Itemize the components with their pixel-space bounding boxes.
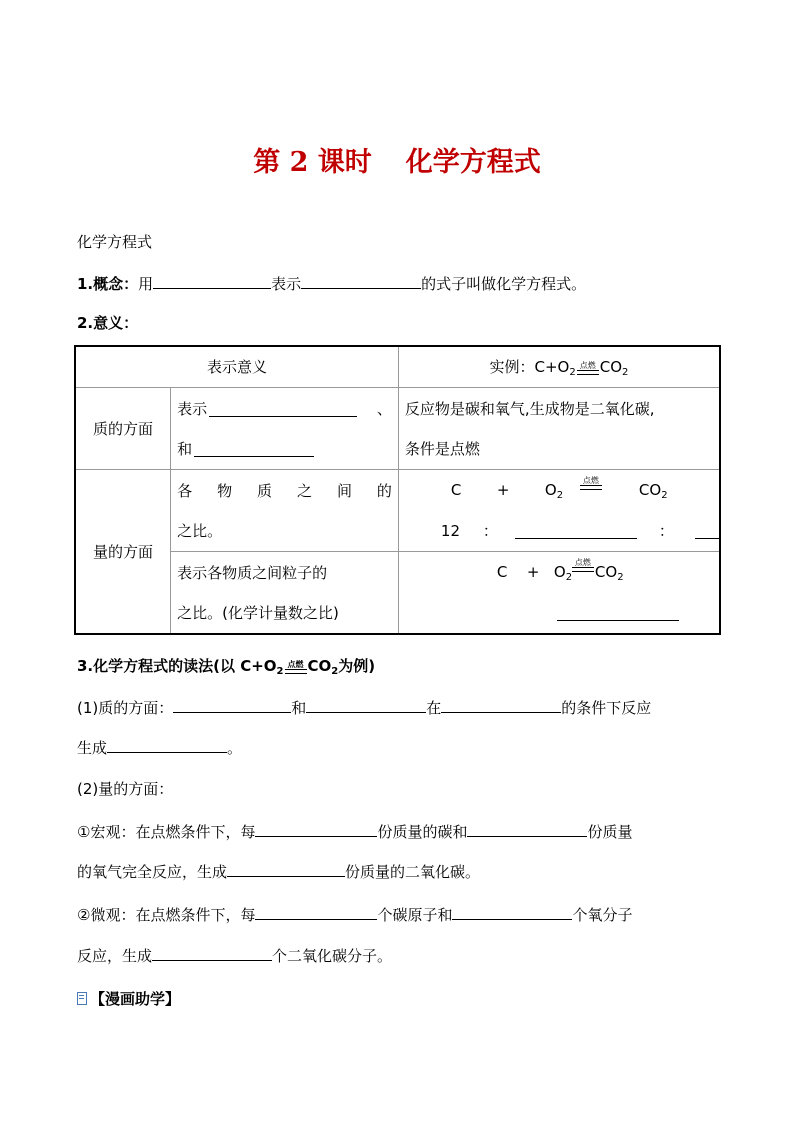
reaction-arrow-icon: 点燃 bbox=[572, 558, 594, 572]
meaning-table bbox=[74, 345, 721, 635]
particle-ratio-blank[interactable] bbox=[557, 605, 679, 621]
quality-reading-line-2: 生成 。 bbox=[77, 739, 243, 757]
quality-blank-1[interactable] bbox=[209, 401, 357, 417]
particle-example: C + $O_2$ 点燃 $CO_2$ bbox=[398, 552, 720, 635]
reaction-arrow-icon: 点燃 bbox=[580, 476, 602, 490]
meaning-label: 2.意义： bbox=[77, 314, 139, 332]
macro-line: ①宏观：在点燃条件下，每 份质量的碳和 份质量 bbox=[77, 823, 633, 841]
header-example: 实例：$C+O_2$ 点燃 $CO_2$ bbox=[398, 346, 720, 388]
micro-line: ②微观：在点燃条件下，每 个碳原子和 个氧分子 bbox=[77, 906, 633, 924]
reaction-arrow-icon: 点燃 bbox=[577, 361, 599, 375]
mass-desc: 各 物 质 之 间 的 之比。 bbox=[171, 470, 399, 552]
quality-blank-2[interactable] bbox=[194, 441, 314, 457]
micro-blank-1[interactable] bbox=[255, 904, 377, 920]
reading-blank-2[interactable] bbox=[306, 697, 426, 713]
quality-reading-line: (1)质的方面： 和 在 的条件下反应 bbox=[77, 699, 652, 717]
macro-blank-2[interactable] bbox=[467, 821, 587, 837]
document-icon bbox=[77, 992, 87, 1005]
mass-ratio-blank-2[interactable] bbox=[695, 523, 719, 539]
quality-example: 反应物是碳和氧气,生成物是二氧化碳, 条件是点燃 bbox=[398, 388, 720, 470]
mass-ratio-blank-1[interactable] bbox=[515, 523, 637, 539]
reading-blank-3[interactable] bbox=[441, 697, 561, 713]
concept-blank-1[interactable] bbox=[153, 273, 271, 289]
lesson-topic: 化学方程式 bbox=[405, 147, 541, 178]
comic-help-link[interactable] bbox=[77, 988, 180, 1009]
section-heading: 化学方程式 bbox=[77, 233, 153, 251]
header-meaning: 表示意义 bbox=[75, 346, 398, 388]
quantity-reading-label: (2)量的方面： bbox=[77, 780, 174, 798]
micro-line-2: 反应，生成 个二氧化碳分子。 bbox=[77, 947, 393, 965]
particle-desc: 表示各物质之间粒子的 之比。(化学计量数之比) bbox=[171, 552, 399, 635]
macro-blank-1[interactable] bbox=[255, 821, 377, 837]
comic-help-label: 【漫画助学】 bbox=[90, 990, 181, 1008]
quality-label: 质的方面 bbox=[75, 388, 171, 470]
quality-desc: 表示 、 和 bbox=[171, 388, 399, 470]
concept-line: 1.概念：用 表示 的式子叫做化学方程式。 bbox=[77, 275, 587, 293]
reading-blank-4[interactable] bbox=[107, 737, 227, 753]
lesson-number: 第 2 课时 bbox=[253, 147, 372, 178]
mass-example: C + $O_2$ 点燃 $CO_2$ 12 ： ： bbox=[398, 470, 720, 552]
reading-heading: 3.化学方程式的读法(以 $C+O_2$ 点燃 $CO_2$为例) bbox=[77, 657, 376, 677]
quantity-label: 量的方面 bbox=[75, 470, 171, 635]
reaction-arrow-icon: 点燃 bbox=[285, 660, 307, 674]
micro-blank-2[interactable] bbox=[452, 904, 572, 920]
concept-blank-2[interactable] bbox=[301, 273, 421, 289]
page-title bbox=[0, 140, 794, 179]
concept-label: 1.概念： bbox=[77, 275, 139, 293]
micro-blank-3[interactable] bbox=[152, 945, 272, 961]
macro-line-2: 的氧气完全反应，生成 份质量的二氧化碳。 bbox=[77, 863, 481, 881]
macro-blank-3[interactable] bbox=[227, 861, 345, 877]
reading-blank-1[interactable] bbox=[173, 697, 291, 713]
